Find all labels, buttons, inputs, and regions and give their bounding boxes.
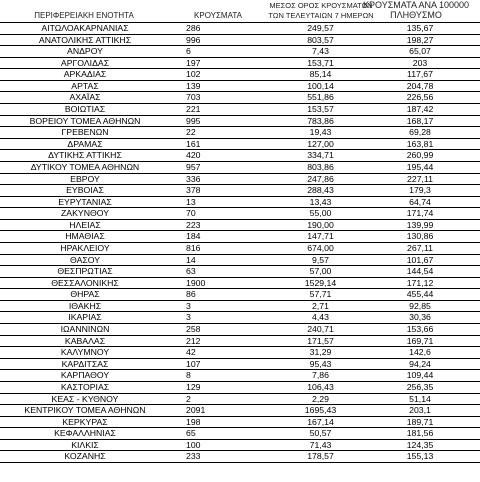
per-100000-cell: 203 xyxy=(412,57,428,68)
cases-cell: 703 xyxy=(186,92,201,103)
avg-7-days-cell: 2,29 xyxy=(312,393,329,404)
table-row xyxy=(0,220,480,232)
table-row xyxy=(0,150,480,162)
table-row xyxy=(0,359,480,371)
cases-cell: 816 xyxy=(186,242,201,253)
region-cell: ΒΟΙΩΤΙΑΣ xyxy=(64,104,106,115)
table-row xyxy=(0,336,480,348)
cases-cell: 233 xyxy=(186,451,201,462)
cases-cell: 13 xyxy=(186,196,196,207)
cases-cell: 258 xyxy=(186,324,201,335)
region-cell: ΗΛΕΙΑΣ xyxy=(69,219,101,230)
avg-7-days-cell: 7,43 xyxy=(312,46,329,57)
cases-cell: 65 xyxy=(186,428,196,439)
avg-7-days-cell: 7,86 xyxy=(312,370,329,381)
cases-cell: 6 xyxy=(186,46,191,57)
table-row xyxy=(0,162,480,174)
cases-cell: 3 xyxy=(186,312,191,323)
per-100000-cell: 92,85 xyxy=(409,300,431,311)
cases-cell: 286 xyxy=(186,23,201,33)
region-cell: ΔΡΑΜΑΣ xyxy=(67,138,103,149)
avg-7-days-cell: 167,14 xyxy=(307,416,334,427)
avg-7-days-cell: 551,86 xyxy=(307,92,334,103)
cases-cell: 996 xyxy=(186,34,201,45)
avg-7-days-cell: 9,57 xyxy=(312,254,329,265)
avg-7-days-cell: 153,57 xyxy=(307,104,334,115)
per-100000-cell: 189,71 xyxy=(406,416,434,427)
region-cell: ΗΜΑΘΙΑΣ xyxy=(65,231,105,242)
table-row xyxy=(0,139,480,151)
avg-7-days-cell: 674,00 xyxy=(307,242,334,253)
region-cell: ΙΚΑΡΙΑΣ xyxy=(68,312,102,323)
avg-7-days-cell: 95,43 xyxy=(309,358,332,369)
avg-7-days-cell: 1695,43 xyxy=(304,405,337,416)
region-cell: ΘΑΣΟΥ xyxy=(69,254,101,265)
cases-cell: 336 xyxy=(186,173,201,184)
avg-7-days-cell: 57,71 xyxy=(309,289,332,300)
table-row xyxy=(0,301,480,313)
table-body xyxy=(0,23,480,463)
per-100000-cell: 117,67 xyxy=(407,69,433,80)
avg-7-days-cell: 803,57 xyxy=(307,34,334,45)
per-100000-cell: 64,74 xyxy=(409,196,431,207)
per-100000-cell: 153,66 xyxy=(406,324,434,335)
region-cell: ΘΕΣΠΡΩΤΙΑΣ xyxy=(57,266,113,277)
avg-7-days-cell: 249,57 xyxy=(307,23,334,33)
avg-7-days-cell: 57,00 xyxy=(309,266,332,277)
table-row xyxy=(0,185,480,197)
table-row xyxy=(0,312,480,324)
cases-cell: 2091 xyxy=(186,405,206,416)
cases-cell: 223 xyxy=(186,219,201,230)
avg-7-days-cell: 171,57 xyxy=(307,335,334,346)
header-cases-per-100000: ΚΡΟΥΣΜΑΤΑ ΑΝΑ 100000 ΠΛΗΘΥΣΜΟ xyxy=(363,0,469,20)
region-cell: ΑΝΔΡΟΥ xyxy=(67,46,103,57)
cases-cell: 139 xyxy=(186,80,201,91)
cases-cell: 63 xyxy=(186,266,196,277)
per-100000-cell: 181,56 xyxy=(406,428,434,439)
table-row xyxy=(0,174,480,186)
per-100000-cell: 226,56 xyxy=(406,92,434,103)
table-row xyxy=(0,46,480,58)
per-100000-cell: 171,74 xyxy=(406,208,434,219)
per-100000-cell: 227,11 xyxy=(407,173,433,184)
region-cell: ΔΥΤΙΚΗΣ ΑΤΤΙΚΗΣ xyxy=(48,150,122,161)
table-row xyxy=(0,428,480,440)
avg-7-days-cell: 334,71 xyxy=(307,150,334,161)
region-cell: ΔΥΤΙΚΟΥ ΤΟΜΕΑ ΑΘΗΝΩΝ xyxy=(30,161,140,172)
region-cell: ΓΡΕΒΕΝΩΝ xyxy=(61,127,109,138)
region-cell: ΚΑΒΑΛΑΣ xyxy=(64,335,106,346)
per-100000-cell: 142,6 xyxy=(409,347,431,358)
table-row xyxy=(0,116,480,128)
cases-cell: 102 xyxy=(186,69,201,80)
region-cell: ΖΑΚΥΝΘΟΥ xyxy=(61,208,109,219)
cases-cell: 22 xyxy=(186,127,196,138)
cases-cell: 86 xyxy=(186,289,196,300)
region-cell: ΚΕΦΑΛΛΗΝΙΑΣ xyxy=(54,428,116,439)
cases-cell: 70 xyxy=(186,208,196,219)
cases-cell: 1900 xyxy=(186,277,206,288)
avg-7-days-cell: 190,00 xyxy=(307,219,334,230)
per-100000-cell: 163,81 xyxy=(406,138,434,149)
avg-7-days-cell: 55,00 xyxy=(309,208,332,219)
table-row xyxy=(0,451,480,463)
per-100000-cell: 124,35 xyxy=(406,439,434,450)
table-row xyxy=(0,243,480,255)
cases-cell: 129 xyxy=(186,381,201,392)
avg-7-days-cell: 13,43 xyxy=(309,196,332,207)
region-cell: ΑΙΤΩΛΟΑΚΑΡΝΑΝΙΑΣ xyxy=(41,23,129,33)
region-cell: ΚΑΛΥΜΝΟΥ xyxy=(60,347,110,358)
avg-7-days-cell: 803,86 xyxy=(307,161,334,172)
avg-7-days-cell: 783,86 xyxy=(307,115,334,126)
cases-cell: 378 xyxy=(186,185,201,196)
per-100000-cell: 187,42 xyxy=(406,104,434,115)
cases-cell: 957 xyxy=(186,161,201,172)
table-row xyxy=(0,394,480,406)
per-100000-cell: 65,07 xyxy=(409,46,431,57)
table-row xyxy=(0,324,480,336)
per-100000-cell: 139,99 xyxy=(406,219,434,230)
region-cell: ΙΘΑΚΗΣ xyxy=(68,300,102,311)
per-100000-cell: 179,3 xyxy=(409,185,431,196)
cases-cell: 212 xyxy=(186,335,201,346)
per-100000-cell: 256,35 xyxy=(406,381,434,392)
table-row xyxy=(0,382,480,394)
table-row xyxy=(0,440,480,452)
per-100000-cell: 130,86 xyxy=(406,231,434,242)
per-100000-cell: 109,44 xyxy=(406,370,434,381)
region-cell: ΗΡΑΚΛΕΙΟΥ xyxy=(60,242,110,253)
region-cell: ΑΝΑΤΟΛΙΚΗΣ ΑΤΤΙΚΗΣ xyxy=(38,34,132,45)
header-cases: ΚΡΟΥΣΜΑΤΑ xyxy=(194,11,242,20)
avg-7-days-cell: 106,43 xyxy=(307,381,334,392)
cases-cell: 197 xyxy=(186,57,201,68)
cases-cell: 2 xyxy=(186,393,191,404)
avg-7-days-cell: 127,00 xyxy=(307,138,334,149)
avg-7-days-cell: 19,43 xyxy=(309,127,332,138)
per-100000-cell: 155,13 xyxy=(406,451,434,462)
per-100000-cell: 171,12 xyxy=(406,277,434,288)
table-row xyxy=(0,289,480,301)
region-cell: ΑΡΤΑΣ xyxy=(71,80,99,91)
table-row xyxy=(0,266,480,278)
cases-cell: 198 xyxy=(186,416,201,427)
region-cell: ΚΟΖΑΝΗΣ xyxy=(64,451,106,462)
cases-cell: 107 xyxy=(186,358,201,369)
table-row xyxy=(0,35,480,47)
avg-7-days-cell: 2,71 xyxy=(312,300,329,311)
cases-cell: 161 xyxy=(186,138,201,149)
per-100000-cell: 203,1 xyxy=(409,405,431,416)
cases-cell: 3 xyxy=(186,300,191,311)
table-row xyxy=(0,69,480,81)
region-cell: ΕΥΡΥΤΑΝΙΑΣ xyxy=(58,196,112,207)
cases-cell: 42 xyxy=(186,347,196,358)
per-100000-cell: 168,17 xyxy=(406,115,434,126)
per-100000-cell: 455,44 xyxy=(406,289,434,300)
table-row xyxy=(0,58,480,70)
cases-cell: 8 xyxy=(186,370,191,381)
table-row xyxy=(0,197,480,209)
header-region: ΠΕΡΙΦΕΡΕΙΑΚΗ ΕΝΟΤΗΤΑ xyxy=(34,11,134,20)
table-row xyxy=(0,370,480,382)
cases-cell: 100 xyxy=(186,439,201,450)
avg-7-days-cell: 71,43 xyxy=(309,439,332,450)
table-row xyxy=(0,92,480,104)
cases-cell: 14 xyxy=(186,254,196,265)
table-row xyxy=(0,347,480,359)
table-row xyxy=(0,417,480,429)
region-cell: ΚΑΣΤΟΡΙΑΣ xyxy=(60,381,110,392)
region-cell: ΚΙΛΚΙΣ xyxy=(71,439,99,450)
avg-7-days-cell: 31,29 xyxy=(309,347,332,358)
region-cell: ΙΩΑΝΝΙΝΩΝ xyxy=(60,324,110,335)
table-row xyxy=(0,23,480,35)
table-row xyxy=(0,81,480,93)
per-100000-cell: 195,44 xyxy=(406,161,434,172)
per-100000-cell: 135,67 xyxy=(406,23,434,33)
avg-7-days-cell: 153,71 xyxy=(307,57,334,68)
avg-7-days-cell: 4,43 xyxy=(312,312,329,323)
table-row xyxy=(0,231,480,243)
region-cell: ΚΕΝΤΡΙΚΟΥ ΤΟΜΕΑ ΑΘΗΝΩΝ xyxy=(24,405,146,416)
cases-cell: 420 xyxy=(186,150,201,161)
region-cell: ΕΥΒΟΙΑΣ xyxy=(66,185,104,196)
per-100000-cell: 260,99 xyxy=(406,150,434,161)
per-100000-cell: 169,71 xyxy=(406,335,434,346)
avg-7-days-cell: 178,57 xyxy=(307,451,334,462)
region-cell: ΚΕΑΣ - ΚΥΘΝΟΥ xyxy=(51,393,119,404)
avg-7-days-cell: 85,14 xyxy=(309,69,332,80)
region-cell: ΒΟΡΕΙΟΥ ΤΟΜΕΑ ΑΘΗΝΩΝ xyxy=(29,115,141,126)
per-100000-cell: 69,28 xyxy=(409,127,431,138)
region-cell: ΚΕΡΚΥΡΑΣ xyxy=(62,416,108,427)
region-cell: ΘΗΡΑΣ xyxy=(70,289,100,300)
avg-7-days-cell: 50,57 xyxy=(309,428,332,439)
avg-7-days-cell: 247,86 xyxy=(307,173,334,184)
header-avg-7-days: ΜΕΣΟΣ ΟΡΟΣ ΚΡΟΥΣΜΑΤΩΝ ΤΩΝ ΤΕΛΕΥΤΑΙΩΝ 7 ΗΜΕΡΩΝ xyxy=(268,1,374,20)
region-cell: ΕΒΡΟΥ xyxy=(70,173,100,184)
avg-7-days-cell: 240,71 xyxy=(307,324,334,335)
table-row xyxy=(0,127,480,139)
region-cell: ΑΧΑΪΑΣ xyxy=(69,92,101,103)
region-cell: ΘΕΣΣΑΛΟΝΙΚΗΣ xyxy=(51,277,119,288)
table-row xyxy=(0,255,480,267)
region-cell: ΑΡΓΟΛΙΔΑΣ xyxy=(60,57,110,68)
avg-7-days-cell: 147,71 xyxy=(307,231,334,242)
avg-7-days-cell: 288,43 xyxy=(307,185,334,196)
per-100000-cell: 204,78 xyxy=(406,80,434,91)
avg-7-days-cell: 100,14 xyxy=(307,80,334,91)
per-100000-cell: 51,14 xyxy=(409,393,431,404)
table-header xyxy=(0,0,480,23)
per-100000-cell: 267,11 xyxy=(407,242,433,253)
region-cell: ΚΑΡΔΙΤΣΑΣ xyxy=(61,358,109,369)
table-row xyxy=(0,405,480,417)
cases-cell: 184 xyxy=(186,231,201,242)
region-cell: ΑΡΚΑΔΙΑΣ xyxy=(63,69,107,80)
table-row xyxy=(0,278,480,290)
cases-cell: 995 xyxy=(186,115,201,126)
region-cell: ΚΑΡΠΑΘΟΥ xyxy=(60,370,110,381)
avg-7-days-cell: 1529,14 xyxy=(304,277,337,288)
table-row xyxy=(0,208,480,220)
per-100000-cell: 94,24 xyxy=(409,358,431,369)
per-100000-cell: 198,27 xyxy=(406,34,434,45)
table-row xyxy=(0,104,480,116)
per-100000-cell: 30,36 xyxy=(409,312,431,323)
per-100000-cell: 144,54 xyxy=(406,266,434,277)
cases-cell: 221 xyxy=(186,104,201,115)
per-100000-cell: 101,67 xyxy=(406,254,434,265)
